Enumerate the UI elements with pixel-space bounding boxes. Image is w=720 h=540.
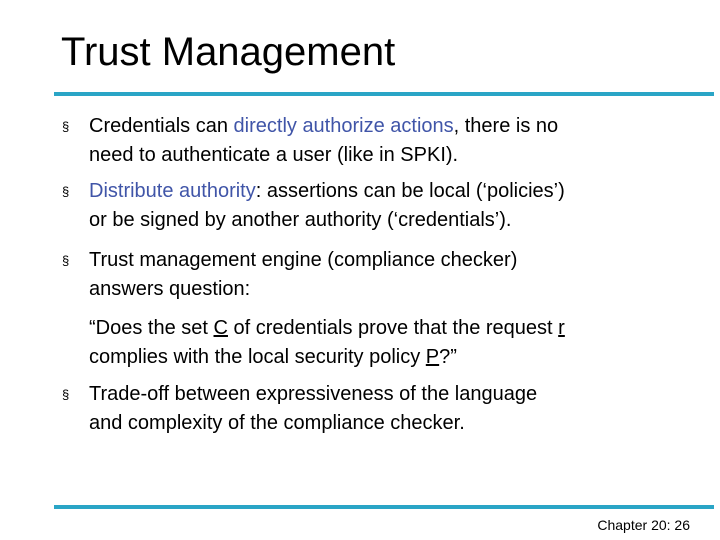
bullet-2-line-2: or be signed by another authority (‘credentials’). xyxy=(89,209,512,231)
bullet-1-text-b: , there is no xyxy=(453,115,559,137)
quote-text xyxy=(89,314,689,372)
bullet-icon: § xyxy=(62,184,70,199)
bullet-icon: § xyxy=(62,387,70,402)
quote-line-1-a: “Does the set xyxy=(89,317,214,339)
bullet-4-text xyxy=(89,380,689,438)
bullet-1-highlight: directly authorize actions xyxy=(233,115,454,137)
quote-line-2-a: complies with the local security policy xyxy=(89,346,426,368)
slide-title: Trust Management xyxy=(61,30,396,74)
bullet-3-line-1: Trust management engine (compliance checker) xyxy=(89,249,518,271)
bullet-4-line-2: and complexity of the compliance checker. xyxy=(89,412,465,434)
chapter-page-number: Chapter 20: 26 xyxy=(597,517,690,533)
footer-divider xyxy=(54,505,714,509)
bullet-1-line-2: need to authenticate a user (like in SPKI). xyxy=(89,144,459,166)
bullet-1-text xyxy=(89,112,689,170)
quote-var-r: r xyxy=(558,317,565,339)
quote-line-1-b: of credentials prove that the request xyxy=(227,317,559,339)
bullet-1-text-a: Credentials can xyxy=(89,115,234,137)
bullet-icon: § xyxy=(62,119,70,134)
bullet-3-line-2: answers question: xyxy=(89,278,251,300)
bullet-3-text xyxy=(89,246,689,304)
title-divider xyxy=(54,92,714,96)
bullet-icon: § xyxy=(62,253,70,268)
bullet-2-text-b: : assertions can be local (‘policies’) xyxy=(255,180,565,202)
bullet-4-line-1: Trade-off between expressiveness of the language xyxy=(89,383,538,405)
bullet-2-highlight: Distribute authority xyxy=(89,180,256,202)
quote-var-p: P xyxy=(425,346,440,368)
quote-var-c: C xyxy=(213,317,228,339)
bullet-2-text xyxy=(89,177,689,235)
quote-line-2-b: ?” xyxy=(439,346,457,368)
